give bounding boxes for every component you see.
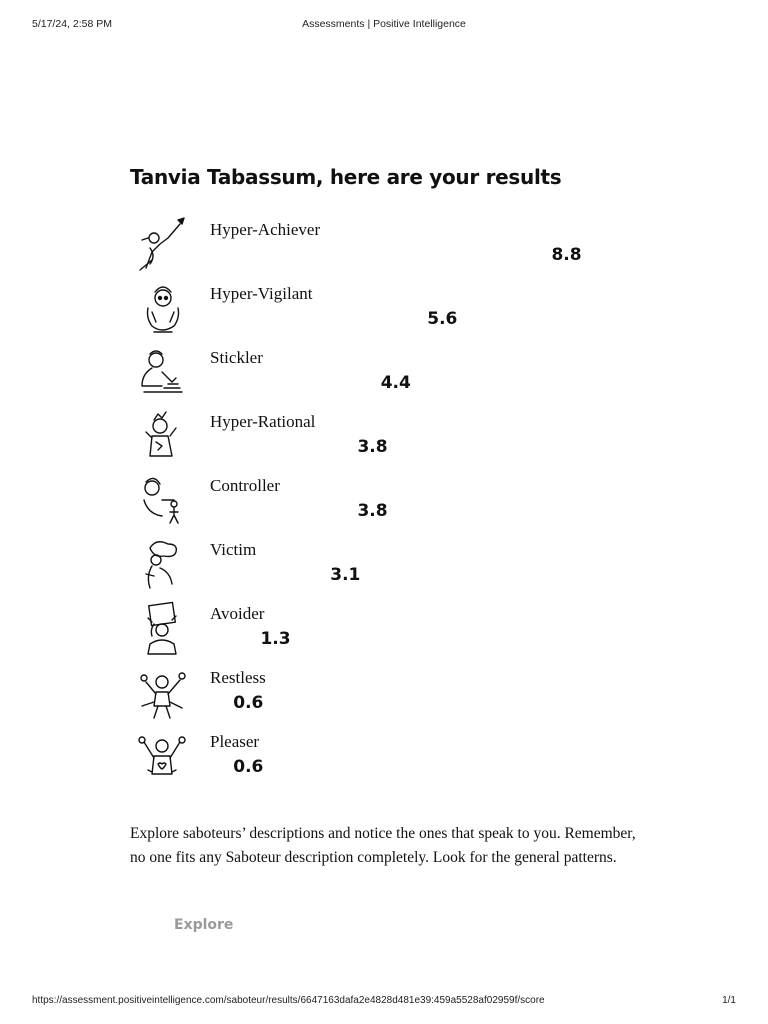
saboteur-name: Avoider	[210, 604, 265, 623]
saboteur-name: Controller	[210, 476, 280, 495]
saboteur-score: 8.8	[551, 245, 582, 265]
print-datetime: 5/17/24, 2:58 PM	[32, 18, 112, 30]
saboteur-row	[130, 596, 650, 660]
saboteur-row	[130, 468, 650, 532]
print-footer	[32, 995, 736, 1009]
saboteur-score: 4.4	[380, 373, 411, 393]
saboteur-row	[130, 276, 650, 340]
saboteur-row	[130, 404, 650, 468]
saboteur-name: Stickler	[210, 348, 263, 367]
restless-icon	[134, 662, 192, 722]
print-page-title: Assessments | Positive Intelligence	[302, 18, 466, 30]
stickler-icon	[134, 342, 192, 402]
print-url: https://assessment.positiveintelligence.com/saboteur/results/6647163dafa2e4828d481e39:459a5528af02959f/score	[32, 995, 545, 1006]
saboteur-results-list	[130, 212, 650, 788]
saboteur-row	[130, 340, 650, 404]
hyper-achiever-icon	[134, 214, 192, 274]
saboteur-name: Hyper-Achiever	[210, 220, 321, 239]
saboteur-name: Hyper-Vigilant	[210, 284, 313, 303]
saboteur-name: Pleaser	[210, 732, 260, 751]
saboteur-row	[130, 724, 650, 788]
victim-icon	[134, 534, 192, 594]
pleaser-icon	[134, 726, 192, 786]
saboteur-row	[130, 212, 650, 276]
saboteur-name: Restless	[210, 668, 266, 687]
saboteur-score: 5.6	[427, 309, 458, 329]
saboteur-name: Hyper-Rational	[210, 412, 316, 431]
saboteur-row	[130, 532, 650, 596]
saboteur-score: 1.3	[260, 629, 291, 649]
saboteur-score: 3.1	[330, 565, 361, 585]
saboteur-score: 0.6	[233, 693, 264, 713]
saboteur-score: 0.6	[233, 757, 264, 777]
hyper-vigilant-icon	[134, 278, 192, 338]
hyper-rational-icon	[134, 406, 192, 466]
saboteur-score: 3.8	[357, 501, 388, 521]
saboteur-score: 3.8	[357, 437, 388, 457]
saboteur-name: Victim	[210, 540, 257, 559]
print-header	[32, 18, 736, 32]
avoider-icon	[134, 598, 192, 658]
explore-button[interactable]: Explore	[174, 917, 234, 933]
saboteur-row	[130, 660, 650, 724]
controller-icon	[134, 470, 192, 530]
results-title: Tanvia Tabassum, here are your results	[130, 165, 562, 189]
explore-description: Explore saboteurs’ descriptions and notice the ones that speak to you. Remember, no one fits any Saboteur description completely. Look for the general patterns.	[130, 825, 636, 866]
print-page-number: 1/1	[722, 995, 736, 1006]
